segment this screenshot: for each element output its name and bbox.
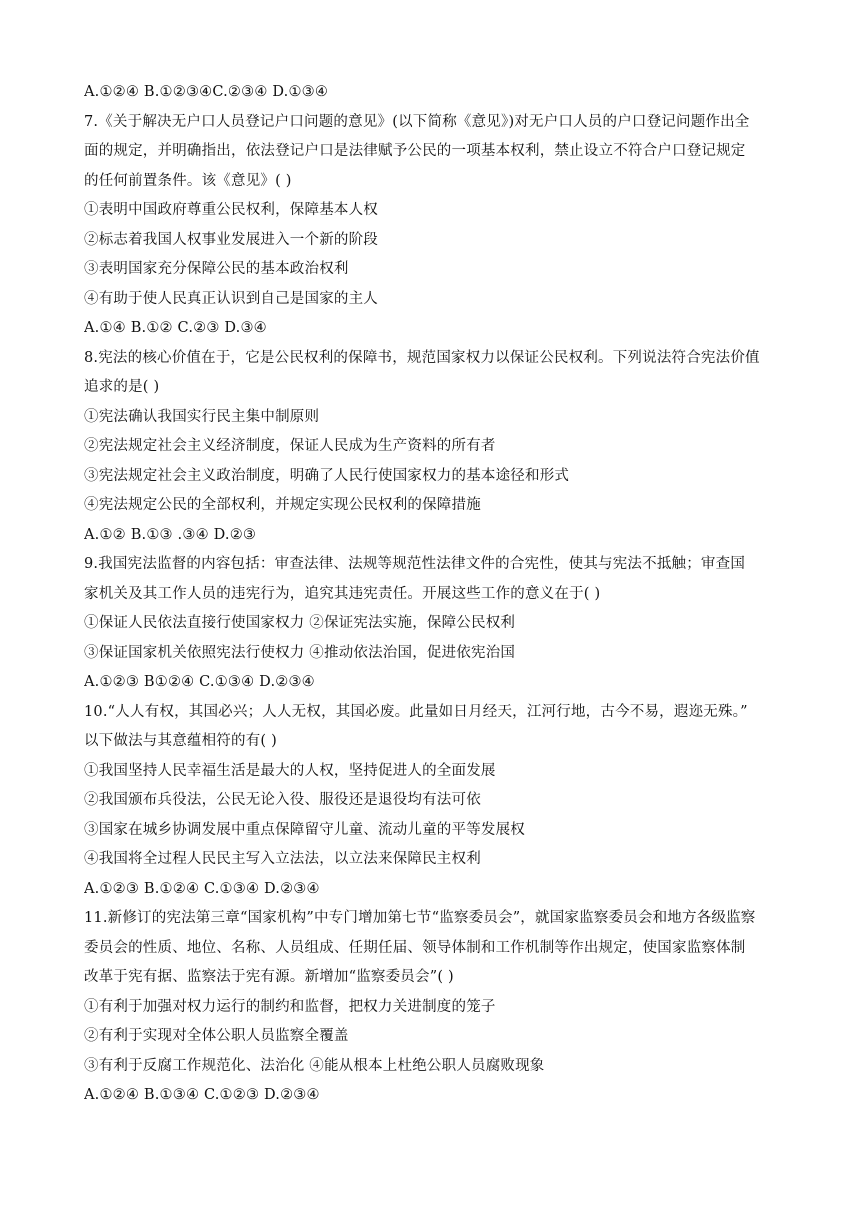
q6-options: A.①②④ B.①②③④C.②③④ D.①③④ bbox=[84, 84, 329, 100]
q10-statement-2: ②我国颁布兵役法，公民无论入役、服役还是退役均有法可依 bbox=[84, 792, 481, 808]
q8-stem-line-1: 8.宪法的核心价值在于，它是公民权利的保障书，规范国家权力以保证公民权利。下列说法符合宪法价值 bbox=[84, 349, 760, 366]
q8-stem-line-2: 追求的是( ) bbox=[84, 379, 160, 395]
q11-stem-line-1: 11.新修订的宪法第三章“国家机构”中专门增加第七节“监察委员会”，就国家监察委员会和地方各级监察 bbox=[84, 910, 756, 926]
q8-statement-3: ③宪法规定社会主义政治制度，明确了人民行使国家权力的基本途径和形式 bbox=[84, 467, 570, 484]
q7-statement-3: ③表明国家充分保障公民的基本政治权利 bbox=[84, 261, 349, 277]
q8-statement-4: ④宪法规定公民的全部权利，并规定实现公民权利的保障措施 bbox=[84, 497, 481, 513]
q9-stem-line-2: 家机关及其工作人员的违宪行为，追究其违宪责任。开展这些工作的意义在于( ) bbox=[84, 585, 601, 602]
q7-options: A.①④ B.①② C.②③ D.③④ bbox=[84, 320, 267, 336]
q11-statements-3-4: ③有利于反腐工作规范化、法治化 ④能从根本上杜绝公职人员腐败现象 bbox=[84, 1057, 545, 1074]
q10-statement-3: ③国家在城乡协调发展中重点保障留守儿童、流动儿童的平等发展权 bbox=[84, 821, 525, 838]
q10-stem-line-2: 以下做法与其意蕴相符的有( ) bbox=[84, 733, 277, 749]
q7-statement-4: ④有助于使人民真正认识到自己是国家的主人 bbox=[84, 290, 378, 307]
q7-stem-line-3: 的任何前置条件。该《意见》( ) bbox=[84, 172, 292, 189]
q11-options: A.①②④ B.①③④ C.①②③ D.②③④ bbox=[84, 1087, 320, 1103]
q11-statement-1: ①有利于加强对权力运行的制约和监督，把权力关进制度的笼子 bbox=[84, 998, 496, 1015]
q10-options: A.①②③ B.①②④ C.①③④ D.②③④ bbox=[84, 880, 320, 897]
q7-statement-2: ②标志着我国人权事业发展进入一个新的阶段 bbox=[84, 231, 378, 248]
q10-statement-1: ①我国坚持人民幸福生活是最大的人权，坚持促进人的全面发展 bbox=[84, 762, 496, 779]
q10-statement-4: ④我国将全过程人民民主写入立法法，以立法来保障民主权利 bbox=[84, 851, 481, 867]
q9-options: A.①②③ B①②④ C.①③④ D.②③④ bbox=[84, 674, 315, 690]
q11-stem-line-2: 委员会的性质、地位、名称、人员组成、任期任届、领导体制和工作机制等作出规定，使国家监察体制 bbox=[84, 939, 746, 956]
q11-stem-line-3: 改革于宪有据、监察法于宪有源。新增加“监察委员会”( ) bbox=[84, 969, 454, 985]
q11-statement-2: ②有利于实现对全体公职人员监察全覆盖 bbox=[84, 1028, 349, 1044]
document-page bbox=[84, 78, 784, 1111]
q10-stem-line-1: 10.“人人有权，其国必兴；人人无权，其国必废。此量如日月经天，江河行地，古今不易，遐迩无殊。” bbox=[84, 703, 748, 720]
q9-statements-3-4: ③保证国家机关依照宪法行使权力 ④推动依法治国，促进依宪治国 bbox=[84, 644, 516, 661]
q8-options: A.①② B.①③ .③④ D.②③ bbox=[84, 526, 257, 543]
q7-statement-1: ①表明中国政府尊重公民权利，保障基本人权 bbox=[84, 202, 378, 218]
q7-stem-line-2: 面的规定，并明确指出，依法登记户口是法律赋予公民的一项基本权利，禁止设立不符合户口登记规定 bbox=[84, 143, 746, 159]
q8-statement-2: ②宪法规定社会主义经济制度，保证人民成为生产资料的所有者 bbox=[84, 438, 496, 454]
q9-stem-line-1: 9.我国宪法监督的内容包括：审查法律、法规等规范性法律文件的合宪性，使其与宪法不抵触；审查国 bbox=[84, 556, 746, 572]
q8-statement-1: ①宪法确认我国实行民主集中制原则 bbox=[84, 408, 320, 425]
q7-stem-line-1: 7.《关于解决无户口人员登记户口问题的意见》(以下简称《意见》)对无户口人员的户口登记问题作出全 bbox=[84, 113, 750, 130]
q9-statements-1-2: ①保证人民依法直接行使国家权力 ②保证宪法实施，保障公民权利 bbox=[84, 615, 516, 631]
